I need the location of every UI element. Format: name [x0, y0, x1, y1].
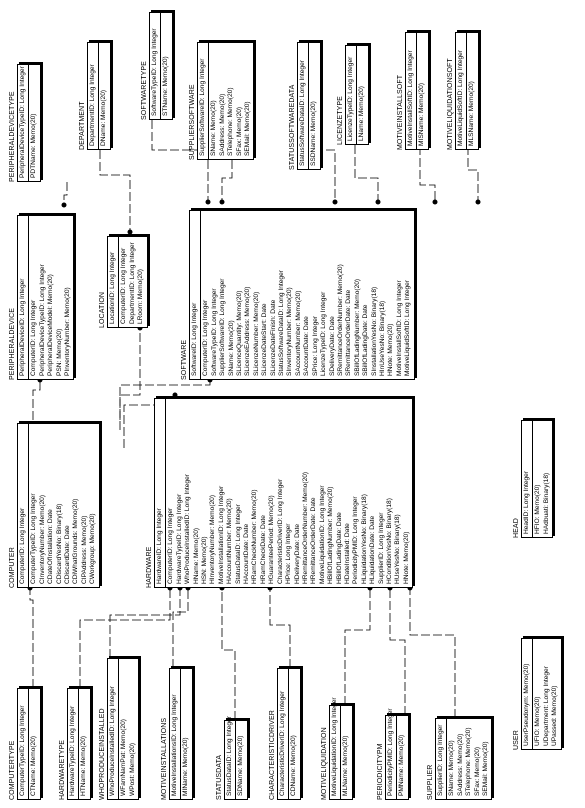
- attribute-field: SAddress: Memo(20): [456, 733, 464, 796]
- attribute-field: HBillOfLadingDate: Date: [335, 512, 343, 584]
- entity-title: MOTIVEINSTALLSOFT: [397, 74, 404, 150]
- primary-key-section: [278, 669, 289, 799]
- attribute-field: HGuaranteePeriod: Memo(20): [268, 495, 276, 584]
- primary-key-section: [522, 639, 533, 749]
- primary-key-section: [68, 689, 79, 799]
- attribute-field: HRamCheckNumber: Memo(20): [251, 489, 259, 584]
- primary-key-section: [406, 33, 417, 149]
- entity-title: SUPPLIERSOFTWARE: [189, 84, 196, 160]
- entity-box: [521, 638, 562, 750]
- attribute-field: HLiquidationYesNo: Binary(18): [360, 494, 368, 584]
- attribute-field: HAccountDate: Date: [243, 523, 251, 584]
- link-chardriver-hardware: [270, 588, 290, 668]
- entity-peripheraldevice[interactable]: [8, 215, 74, 380]
- primary-key-section: [346, 46, 357, 144]
- attribute-field: HTName: Memo(20): [80, 735, 88, 796]
- attribute-field: SEMail: Memo(20): [244, 101, 252, 156]
- attribute-field: StatusSoftwareDataID: Long Integer: [278, 270, 286, 376]
- attribute-field: PSN: Memo(20): [55, 328, 63, 376]
- attribute-field: SAccountNumber: Memo(20): [294, 290, 302, 376]
- attribute-field: CDName: Memo(20): [290, 735, 298, 796]
- attribute-field: CIPAddress: Memo(20): [80, 515, 88, 584]
- attribute-field: HDateInstalled: Date: [343, 523, 351, 584]
- attribute-field: HAdbuati: Binary(18): [542, 472, 550, 534]
- primary-key-field: StatusSoftwareDataID: Long Integer: [299, 60, 306, 166]
- entity-box: [277, 668, 301, 800]
- link-pdtype-pdevice: [64, 182, 67, 205]
- attribute-field: CharacteristicDriverID: Long Integer: [276, 478, 284, 584]
- entity-title: HARDWARETYPE: [59, 739, 66, 800]
- primary-key-section: [170, 669, 181, 799]
- attribute-field: CTName: Memo(20): [30, 735, 38, 796]
- attribute-section: [181, 669, 191, 799]
- attribute-field: ComputerID: Long Integer: [30, 299, 38, 376]
- primary-key-section: [150, 13, 161, 119]
- attribute-field: SFax: Memo(20): [473, 746, 481, 796]
- entity-box: [17, 215, 74, 380]
- attribute-field: PeripheralDeviceModel: Memo(20): [47, 274, 55, 376]
- attribute-section: [533, 421, 552, 537]
- primary-key-section: [18, 424, 29, 587]
- attribute-field: STelephone: Memo(20): [465, 727, 473, 796]
- attribute-field: SDName: Memo(20): [237, 735, 245, 796]
- attribute-field: MotiveLiquidationID: Long Integer: [318, 485, 326, 584]
- attribute-field: LicenzeTypeID: Long Integer: [320, 291, 328, 376]
- attribute-field: CDiscardYesNo: Binary(18): [55, 503, 63, 584]
- attribute-section: [209, 43, 253, 159]
- entity-periodicitypm[interactable]: [376, 708, 409, 800]
- entity-department[interactable]: [78, 42, 111, 150]
- primary-key-field: DepartmentID: Long Integer: [89, 64, 96, 146]
- attribute-field: CInventoryNumber: Memo(20): [38, 494, 46, 584]
- attribute-field: SInstallationYesNo: Binary(18): [370, 286, 378, 376]
- entity-box: [329, 697, 353, 800]
- primary-key-section: [18, 216, 29, 379]
- entity-box: [385, 708, 409, 800]
- link-computer-location: [120, 328, 140, 430]
- primary-key-field: HardwareTypeID: Long Integer: [69, 705, 76, 796]
- attribute-field: HAccountNumber: Memo(20): [226, 498, 234, 584]
- primary-key-section: [88, 43, 99, 149]
- primary-key-field: HardwareID: Long Integer: [156, 508, 163, 584]
- entity-box: [67, 688, 91, 800]
- link-whoproduce-hardware: [110, 588, 180, 658]
- attribute-section: [341, 706, 351, 799]
- link-statusdata-hardware: [222, 588, 235, 720]
- attribute-field: MISName: Memo(20): [418, 82, 426, 146]
- entity-computertype[interactable]: [8, 688, 41, 800]
- entity-hardware[interactable]: [145, 398, 413, 588]
- entity-box: [345, 45, 369, 145]
- attribute-section: [417, 33, 427, 149]
- entity-title: COMPUTERTYPE: [9, 740, 16, 800]
- primary-key-field: SoftwareTypeID: Long Integer: [151, 28, 158, 116]
- attribute-section: [29, 689, 39, 799]
- primary-key-field: LocationID: Long Integer: [109, 251, 116, 324]
- attribute-field: CDiWhatGrounds: Memo(20): [72, 498, 80, 584]
- attribute-section: [119, 659, 138, 799]
- attribute-section: [533, 639, 560, 749]
- primary-key-field: SoftwareID: Long Integer: [191, 302, 198, 376]
- entity-characteristicdriver[interactable]: [268, 668, 301, 800]
- attribute-field: UDepartment: Long Integer: [542, 666, 550, 746]
- attribute-field: SLicenzeDateFinish: Date: [269, 299, 277, 376]
- attribute-field: MotiveInstallationID: Long Integer: [217, 485, 225, 584]
- entity-title: COMPUTER: [9, 547, 16, 588]
- primary-key-section: [198, 43, 209, 159]
- entity-box: [189, 210, 415, 380]
- attribute-field: SName: Memo(20): [448, 740, 456, 796]
- attribute-field: SLicenzeNumber: Memo(20): [252, 291, 260, 376]
- attribute-field: ComputerID: Long Integer: [167, 507, 175, 584]
- primary-key-field: MotiveInstallationsID: Long Integer: [171, 694, 178, 796]
- attribute-section: [99, 43, 109, 149]
- attribute-field: DepartmentID: Long Integer: [128, 242, 136, 324]
- attribute-field: STelephone: Memo(20): [227, 87, 235, 156]
- attribute-field: CDateOfInstallation: Date: [47, 509, 55, 584]
- entity-whoproduceinstalled[interactable]: [98, 658, 139, 800]
- link-computer-pdevice: [33, 380, 40, 420]
- entity-box: [107, 658, 139, 800]
- entity-title: MOTIVELIQUIDATION: [321, 727, 328, 800]
- attribute-field: HRamCheckDate: Date: [259, 515, 267, 584]
- attribute-field: ComputerID: Long Integer: [120, 247, 128, 324]
- primary-key-field: WhoProduceInstalledID: Long Integer: [109, 686, 116, 796]
- attribute-field: HInUseYesNo: Binary(18): [378, 300, 386, 376]
- link-computertype-computer: [30, 588, 33, 688]
- attribute-field: HNote: Memo(20): [402, 531, 410, 584]
- attribute-section: [119, 237, 146, 327]
- entity-motiveliquidation[interactable]: [320, 697, 353, 800]
- attribute-field: CWorkgroup: Memo(20): [89, 513, 97, 584]
- entity-user[interactable]: [512, 638, 562, 750]
- attribute-section: [79, 689, 89, 799]
- link-motiveliqsoft-software: [468, 146, 478, 202]
- entity-box: [154, 398, 413, 588]
- entity-motiveliquidationsoft[interactable]: [446, 32, 479, 150]
- entity-title: DEPARTMENT: [79, 101, 86, 150]
- attribute-field: HSN: Memo(20): [201, 536, 209, 584]
- entity-title: SUPPLIER: [427, 764, 434, 800]
- primary-key-section: [108, 659, 119, 799]
- primary-key-field: MotiveLiquidationID: Long Integer: [331, 697, 338, 796]
- entity-box: [197, 42, 254, 160]
- primary-key-section: [330, 697, 341, 799]
- attribute-field: SRemittanceOrderNumber: Memo(20): [336, 264, 344, 376]
- attribute-field: SLicenceQuantity: Memo(20): [236, 290, 244, 376]
- attribute-field: MotiveLiquidSoftID: Long Integer: [404, 279, 412, 376]
- attribute-field: PMName: Memo(20): [398, 734, 406, 796]
- attribute-field: HDeliveryDate: Date: [293, 523, 301, 584]
- attribute-field: HPrice: Long Integer: [285, 523, 293, 584]
- entity-statusdata[interactable]: [215, 716, 248, 800]
- primary-key-field: MotiveLiquidSoftID: Long Integer: [457, 49, 464, 146]
- entity-hardwaretype[interactable]: [58, 688, 91, 800]
- attribute-field: HFIO: Memo(20): [534, 484, 542, 534]
- attribute-field: STName: Memo(20): [162, 56, 170, 116]
- entity-title: USER: [513, 730, 520, 750]
- attribute-section: [236, 721, 246, 799]
- primary-key-field: MotiveInstallSoftID: Long Integer: [407, 50, 414, 146]
- attribute-section: [397, 716, 407, 799]
- attribute-field: WhoProduceInstalledID: Long Integer: [184, 474, 192, 584]
- entity-box: [17, 423, 100, 588]
- entity-title: PERIODICITYPM: [377, 743, 384, 800]
- attribute-field: ComputerTypeID: Long Integer: [30, 493, 38, 584]
- attribute-section: [357, 46, 367, 144]
- attribute-field: CDiscardDate: Date: [64, 525, 72, 584]
- attribute-section: [29, 65, 39, 181]
- attribute-field: PDTName: Memo(20): [30, 113, 38, 178]
- entity-title: PERIPHERALDEVICETYPE: [9, 91, 16, 182]
- attribute-section: [309, 43, 319, 169]
- link-periodicity-hardware: [390, 588, 405, 715]
- attribute-field: PeriodicityPMID: Long Integer: [352, 496, 360, 584]
- primary-key-field: PeriodicityPMID: Long Integer: [387, 708, 394, 796]
- attribute-section: [166, 399, 412, 587]
- entity-head[interactable]: [512, 420, 553, 538]
- entity-title: HARDWARE: [146, 546, 153, 588]
- primary-key-field: PeripheralDeviceID: Long Integer: [19, 278, 26, 376]
- attribute-field: SLicenzeEAddress: Memo(20): [244, 286, 252, 376]
- link-motiveliq-hardware: [345, 588, 370, 705]
- entity-title: CHARACTERISTICDRIVER: [269, 710, 276, 800]
- entity-box: [455, 32, 479, 150]
- primary-key-section: [18, 65, 29, 181]
- attribute-field: MIName: Memo(20): [182, 737, 190, 796]
- primary-key-section: [436, 719, 447, 799]
- entity-peripheraldevicetype[interactable]: [8, 64, 41, 182]
- entity-motiveinstallsoft[interactable]: [396, 32, 429, 150]
- attribute-field: MLSName: Memo(20): [468, 81, 476, 146]
- attribute-field: HNote: Memo(20): [387, 323, 395, 376]
- primary-key-field: ComputerID: Long Integer: [19, 507, 26, 584]
- attribute-field: LRoom: Memo(20): [137, 269, 145, 324]
- entity-box: [435, 718, 492, 800]
- entity-box: [17, 64, 41, 182]
- attribute-section: [447, 719, 491, 799]
- entity-title: SOFTWARETYPE: [141, 61, 148, 120]
- primary-key-section: [225, 716, 236, 799]
- attribute-section: [161, 13, 171, 119]
- entity-title: WHOPRODUCEINSTALLED: [99, 708, 106, 800]
- entity-title: STATUSSOFTWAREDATA: [289, 84, 296, 170]
- entity-motiveinstallations[interactable]: [160, 668, 193, 800]
- primary-key-section: [18, 689, 29, 799]
- attribute-section: [29, 216, 73, 379]
- attribute-field: HUseYesNo: Binary(18): [394, 514, 402, 584]
- primary-key-field: StatusDataID: Long Integer: [226, 716, 233, 796]
- entity-box: [107, 236, 148, 328]
- entity-box: [149, 12, 173, 120]
- attribute-field: MotiveInstallSoftID: Long Integer: [395, 280, 403, 376]
- attribute-section: [29, 424, 98, 587]
- attribute-section: [289, 669, 299, 799]
- entity-box: [521, 420, 553, 538]
- entity-box: [17, 688, 41, 800]
- primary-key-field: HeadID: Long Integer: [523, 470, 530, 534]
- attribute-field: SBillOfLadingNumber: Memo(20): [353, 278, 361, 376]
- primary-key-section: [456, 33, 467, 149]
- attribute-field: StatusDataID: Long Integer: [234, 504, 242, 584]
- entity-title: MOTIVEINSTALLATIONS: [161, 717, 168, 800]
- primary-key-section: [108, 237, 119, 327]
- attribute-field: ComputerID: Long Integer: [202, 299, 210, 376]
- entity-statussoftwaredata[interactable]: [288, 42, 321, 170]
- link-motiveinstallsoft-software: [420, 146, 435, 202]
- attribute-field: HRemittanceOrderDate: Date: [310, 497, 318, 584]
- entity-box: [169, 668, 193, 800]
- attribute-field: SFax: Memo(20): [235, 106, 243, 156]
- link-supplier-hardware: [410, 588, 455, 718]
- attribute-field: SBillOfLadingDate: Date: [362, 304, 370, 376]
- entity-box: [405, 32, 429, 150]
- entity-licenzetype[interactable]: [336, 45, 369, 145]
- attribute-field: SPrice: Long Integer: [311, 315, 319, 376]
- attribute-field: SDeliveryDate: Date: [328, 316, 336, 376]
- entity-box: [297, 42, 321, 170]
- attribute-field: SLicenzeDateStart: Date: [261, 303, 269, 376]
- attribute-field: SRemittanceOrderDate: Date: [345, 289, 353, 376]
- entity-title: HEAD: [513, 518, 520, 538]
- attribute-field: PInventoryNumber: Memo(20): [64, 287, 72, 376]
- attribute-field: SAccountDate: Date: [303, 316, 311, 376]
- primary-key-field: LicenzeTypeID: Long Integer: [347, 56, 354, 141]
- attribute-field: SName: Memo(20): [227, 320, 235, 376]
- attribute-field: PeripheralDeviceTypeID: Long Integer: [38, 264, 46, 376]
- attribute-field: HInventoryNumber: Memo(20): [209, 494, 217, 584]
- attribute-field: SSDName: Memo(20): [310, 101, 318, 166]
- attribute-field: MLName: Memo(20): [342, 735, 350, 796]
- attribute-field: HRemittanceOrderNumber: Memo(20): [301, 471, 309, 584]
- attribute-field: UFIO: Memo(20): [534, 696, 542, 746]
- entity-location[interactable]: [98, 236, 148, 328]
- attribute-field: DName: Memo(20): [100, 89, 108, 146]
- entity-supplier[interactable]: [426, 718, 492, 800]
- attribute-section: [201, 211, 413, 379]
- attribute-field: LName: Memo(20): [358, 86, 366, 141]
- entity-computer[interactable]: [8, 423, 100, 588]
- entity-title: LOCATION: [99, 291, 106, 328]
- attribute-field: HBillOfLadingNumber: Memo(20): [327, 486, 335, 584]
- entity-software[interactable]: [180, 210, 415, 380]
- primary-key-field: UserPseudonym: Memo(20): [523, 663, 530, 746]
- attribute-field: SEMail: Memo(20): [482, 741, 490, 796]
- attribute-section: [467, 33, 477, 149]
- attribute-field: SInventoryNumber: Memo(20): [286, 287, 294, 376]
- entity-softwaretype[interactable]: [140, 12, 173, 120]
- entity-title: MOTIVELIQUIDATIONSOFT: [447, 58, 454, 150]
- attribute-field: SName: Memo(20): [210, 100, 218, 156]
- primary-key-field: ComputerTypeID: Long Integer: [19, 705, 26, 796]
- link-suppliersoftware-software: [222, 160, 232, 202]
- attribute-field: WPost: Memo(20): [128, 742, 136, 796]
- attribute-field: HConditionYesNo: Binary(18): [385, 498, 393, 584]
- entity-suppliersoftware[interactable]: [188, 42, 254, 160]
- entity-title: PERIPHERALDEVICE: [9, 307, 16, 380]
- attribute-field: SupplierSoftwareID: Long Integer: [219, 278, 227, 376]
- primary-key-field: PeripheralDeviceTypeID: Long Integer: [19, 66, 26, 178]
- primary-key-section: [386, 708, 397, 799]
- primary-key-field: SupplierID: Long Integer: [437, 724, 444, 796]
- primary-key-section: [190, 211, 201, 379]
- attribute-field: SoftwareTypeID: Long Integer: [210, 288, 218, 376]
- link-department-location: [100, 150, 130, 232]
- primary-key-field: SupplierSoftwareID: Long Integer: [199, 58, 206, 156]
- attribute-field: HName: Memo(20): [192, 527, 200, 584]
- attribute-field: SupplierID: Long Integer: [377, 512, 385, 584]
- entity-box: [87, 42, 111, 150]
- primary-key-field: CharacteristicDriverID: Long Integer: [279, 690, 286, 796]
- attribute-field: HLiquidationDate: Date: [369, 515, 377, 584]
- link-motiveinstall-hardware: [173, 588, 188, 668]
- primary-key-section: [155, 399, 166, 587]
- entity-title: STATUSDATA: [216, 754, 223, 800]
- primary-key-section: [298, 43, 309, 169]
- attribute-field: SAddress: Memo(20): [218, 93, 226, 156]
- entity-title: LICENZETYPE: [337, 96, 344, 145]
- attribute-field: UPassed: Memo(20): [551, 685, 559, 746]
- entity-box: [224, 716, 248, 800]
- attribute-field: WFamNamPat: Memo(20): [120, 719, 128, 796]
- primary-key-section: [522, 421, 533, 537]
- attribute-field: HardwareTypeID: Long Integer: [175, 493, 183, 584]
- entity-title: SOFTWARE: [181, 339, 188, 380]
